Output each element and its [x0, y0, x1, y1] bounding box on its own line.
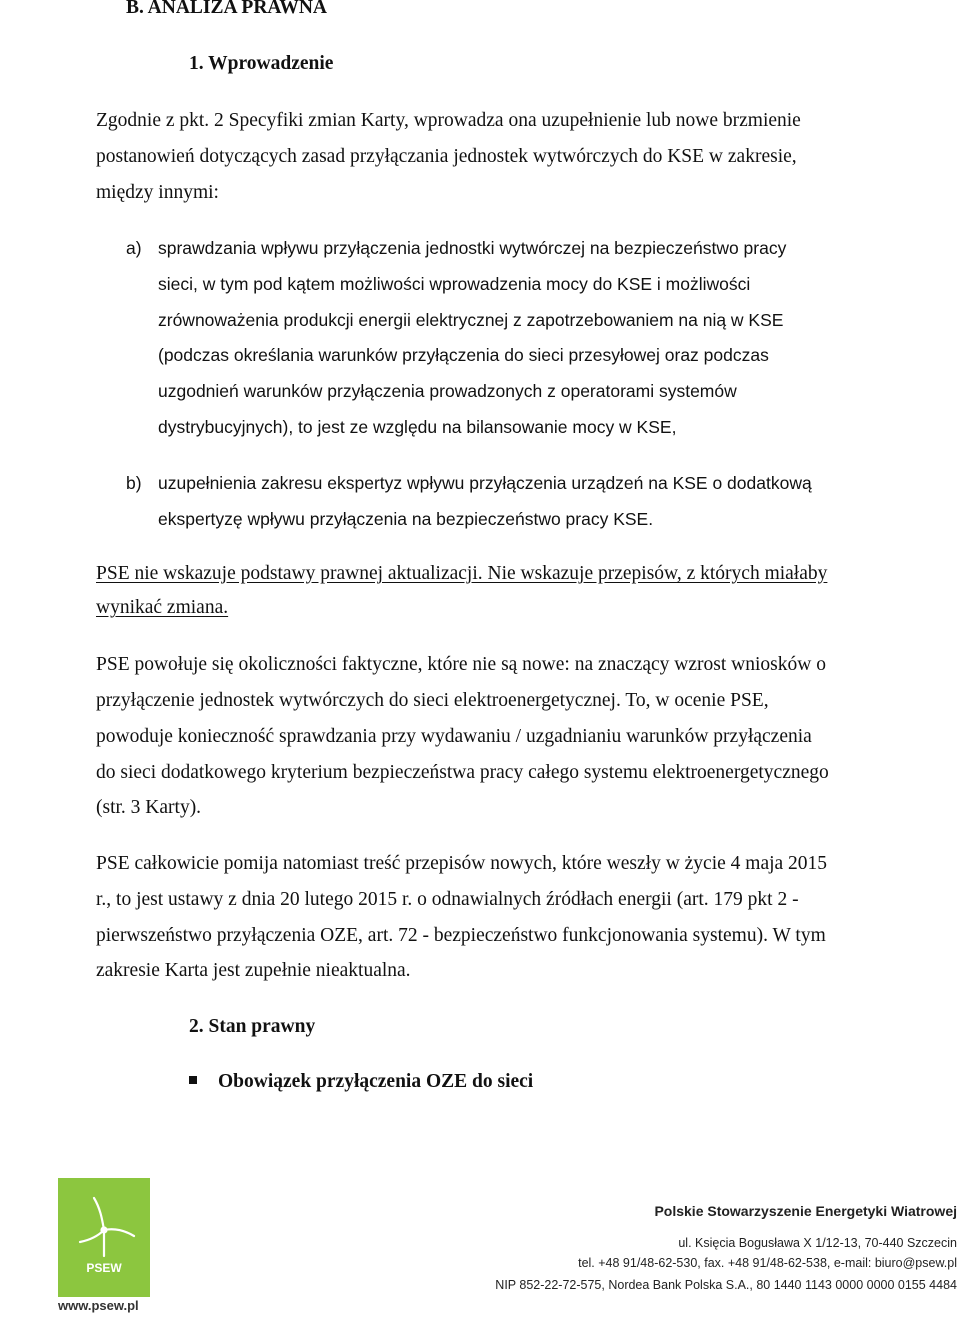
para-2-line-5: (str. 3 Karty).	[96, 797, 202, 818]
para-2-line-1: PSE powołuje się okoliczności faktyczne, które nie są nowe: na znaczący wzrost wniosków o	[96, 654, 826, 675]
underlined-line-2: wynikać zmiana.	[96, 597, 229, 618]
list-b-line-2: ekspertyzę wpływu przyłączenia na bezpieczeństwo pracy KSE.	[158, 509, 654, 529]
para-3-line-1: PSE całkowicie pomija natomiast treść przepisów nowych, które weszły w życie 4 maja 2015	[96, 853, 828, 874]
list-a-line-2: sieci, w tym pod kątem możliwości wprowadzenia mocy do KSE i możliwości	[158, 274, 751, 294]
square-bullet-icon	[189, 1076, 197, 1084]
list-marker-a: a)	[126, 238, 142, 258]
subheading-legal-status: 2. Stan prawny	[189, 1016, 316, 1037]
list-a-line-5: uzgodnień warunków przyłączenia prowadzonych z operatorami systemów	[158, 381, 737, 401]
intro-line-1	[96, 109, 874, 133]
logo-label: PSEW	[86, 1261, 122, 1275]
intro-text-1: Zgodnie z pkt. 2 Specyfiki zmian Karty, wprowadza ona uzupełnienie lub nowe brzmienie	[96, 110, 801, 131]
website-link[interactable]: www.psew.pl	[58, 1298, 139, 1313]
footer-contact: tel. +48 91/48-62-530, fax. +48 91/48-62-538, e-mail: biuro@psew.pl	[578, 1256, 957, 1270]
para-3-line-4: zakresie Karta jest zupełnie nieaktualna.	[96, 960, 411, 981]
wind-turbine-icon	[58, 1178, 150, 1297]
subheading-introduction: 1. Wprowadzenie	[189, 53, 334, 74]
intro-line-2: postanowień dotyczących zasad przyłączania jednostek wytwórczych do KSE w zakresie,	[96, 146, 797, 167]
para-3-line-3: pierwszeństwo przyłączenia OZE, art. 72 - bezpieczeństwo funkcjonowania systemu). W tym	[96, 925, 826, 946]
org-name: Polskie Stowarzyszenie Energetyki Wiatrowej	[654, 1203, 957, 1219]
psew-logo	[58, 1178, 150, 1297]
bullet-heading: Obowiązek przyłączenia OZE do sieci	[218, 1071, 534, 1092]
footer-address: ul. Księcia Bogusława X 1/12-13, 70-440 Szczecin	[678, 1236, 957, 1250]
list-a-line-1: sprawdzania wpływu przyłączenia jednostki wytwórczej na bezpieczeństwo pracy	[158, 238, 787, 258]
list-a-line-6: dystrybucyjnych), to jest ze względu na bilansowanie mocy w KSE,	[158, 417, 677, 437]
list-a-line-3: zrównoważenia produkcji energii elektrycznej z zapotrzebowaniem na nią w KSE	[158, 310, 784, 330]
list-b-line-1: uzupełnienia zakresu ekspertyz wpływu przyłączenia urządzeń na KSE o dodatkową	[158, 473, 812, 493]
list-a-line-4: (podczas określania warunków przyłączenia do sieci przesyłowej oraz podczas	[158, 345, 769, 365]
intro-line-3: między innymi:	[96, 182, 219, 203]
section-heading: B. ANALIZA PRAWNA	[126, 0, 327, 18]
footer-registry: NIP 852-22-72-575, Nordea Bank Polska S.A., 80 1440 1143 0000 0000 0155 4484	[495, 1278, 957, 1292]
para-2-line-3: powoduje konieczność sprawdzania przy wydawaniu / uzgadnianiu warunków przyłączenia	[96, 726, 812, 747]
para-2-line-4: do sieci dodatkowego kryterium bezpieczeństwa pracy całego systemu elektroenergetycznego	[96, 762, 829, 783]
para-2-line-2: przyłączenie jednostek wytwórczych do sieci elektroenergetycznej. To, w ocenie PSE,	[96, 690, 769, 711]
list-marker-b: b)	[126, 473, 142, 493]
para-3-line-2: r., to jest ustawy z dnia 20 lutego 2015 r. o odnawialnych źródłach energii (art. 179 pkt 2 -	[96, 889, 799, 910]
underlined-line-1: PSE nie wskazuje podstawy prawnej aktualizacji. Nie wskazuje przepisów, z których miałaby	[96, 563, 828, 584]
